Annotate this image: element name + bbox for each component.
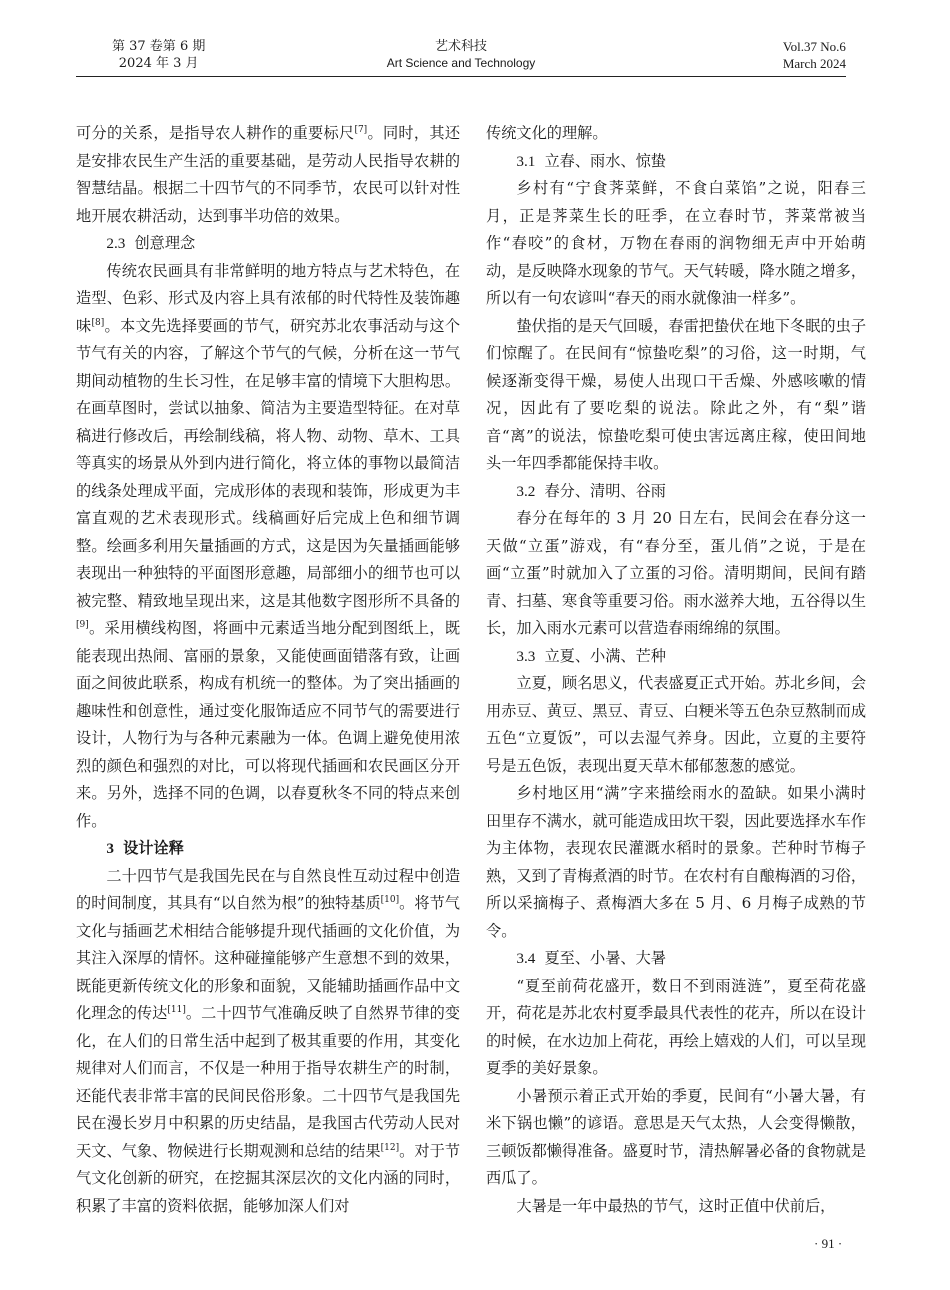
paragraph-text: 。对于节气文化创新的研究，在挖掘其深层次的文化内涵的同时，积累了丰富的资料依据，能够加深人们对 — [76, 1141, 461, 1215]
header-journal-cn: 艺术科技 — [434, 39, 487, 54]
section-heading-3-3 — [486, 643, 866, 671]
section-heading-2-3 — [76, 230, 460, 258]
section-heading-3-4 — [486, 945, 866, 973]
section-title: 设计诠释 — [123, 839, 184, 857]
paragraph — [76, 258, 460, 836]
header-volume-cn: 第 37 卷第 6 期 — [112, 39, 206, 54]
paragraph: 乡村有“宁食荠菜鲜，不食白菜馅”之说，阳春三月，正是荠菜生长的旺季，在立春时节，荠菜常被当作“春咬”的食材，万物在春雨的润物细无声中开始萌动，是反映降水现象的节气。天气转暖，降水随之增多，所以有一句农谚叫“春天的雨水就像油一样多”。 — [486, 179, 866, 307]
paragraph-text: 可分的关系，是指导农人耕作的重要标尺 — [76, 124, 355, 142]
paragraph: 蛰伏指的是天气回暖，春雷把蛰伏在地下冬眠的虫子们惊醒了。在民间有“惊蛰吃梨”的习俗，这一时期，气候逐渐变得干燥，易使人出现口干舌燥、外感咳嗽的情况，因此有了要吃梨的说法。除此之外，有“梨”谐音“离”的说法，惊蛰吃梨可使虫害远离庄稼，使田间地头一年四季都能保持丰收。 — [486, 316, 866, 472]
citation: [7] — [354, 125, 368, 135]
section-title: 夏至、小暑、大暑 — [544, 949, 666, 967]
paragraph: 大暑是一年中最热的节气，这时正值中伏前后， — [516, 1196, 836, 1215]
header-journal-en: Art Science and Technology — [386, 56, 536, 70]
citation: [8] — [91, 317, 105, 328]
header-date-cn: 2024 年 3 月 — [118, 56, 199, 71]
section-title: 立春、雨水、惊蛰 — [544, 151, 666, 170]
paragraph-text: 。同时，其还是安排农民生产生活的重要基础，是劳动人民指导农耕的智慧结晶。根据二十四节气的不同季节，农民可以针对性地开展农耕活动，达到事半功倍的效果。 — [76, 124, 460, 225]
page-number: · 91 · — [814, 1236, 843, 1251]
header-journal — [76, 38, 846, 72]
paragraph: 乡村地区用“满”字来描绘雨水的盈缺。如果小满时田里存不满水，就可能造成田坎干裂，因此要选择水车作为主体物，表现农民灌溉水稻时的景象。芒种时节梅子熟，又到了青梅煮酒的时节。在农村有自酿梅酒的习俗，所以采摘梅子、煮梅酒大多在 5 月、6 月梅子成熟的节令。 — [486, 784, 866, 940]
section-number: 2.3 — [106, 235, 126, 252]
paragraph-text: 。采用横线构图，将画中元素适当地分配到图纸上，既能表现出热闹、富丽的景象，又能使画面错落有致，让画面之间彼此联系，构成有机统一的整体。为了突出插画的趣味性和创意性，通过变化服饰适应不同节气的需要进行设计，人物行为与各种元素融为一体。色调上避免使用浓烈的颜色和强烈的对比，可以将现代插画和农民画区分开来。另外，选择不同的色调，以春夏秋冬不同的特点来创作。 — [76, 619, 460, 830]
paragraph-text: 二十四节气是我国先民在与自然良性互动过程中创造的时间制度，其具有“以自然为根”的独特基质 — [76, 866, 460, 912]
section-number: 3.4 — [516, 950, 536, 967]
paragraph — [76, 120, 460, 230]
header-rule — [76, 76, 846, 77]
paragraph — [76, 863, 460, 1221]
section-number: 3.1 — [516, 152, 536, 170]
paragraph: 小暑预示着正式开始的季夏，民间有“小暑大暑，有米下锅也懒”的谚语。意思是天气太热，人会变得懒散，三顿饭都懒得准备。盛夏时节，清热解暑必备的食物就是西瓜了。 — [486, 1086, 866, 1187]
section-title: 创意理念 — [134, 234, 196, 252]
section-number: 3.3 — [516, 647, 536, 665]
citation: [12] — [380, 1142, 400, 1153]
header-volume-en: Vol.37 No.6 — [782, 39, 846, 54]
section-number: 3 — [106, 840, 114, 857]
citation: [9] — [76, 620, 89, 630]
paragraph-text: 。将节气文化与插画艺术相结合能够提升现代插画的文化价值，为其注入深厚的情怀。这种碰撞能够产生意想不到的效果，既能更新传统文化的形象和面貌，又能辅助插画作品中文化理念的传达 — [76, 894, 460, 1022]
section-heading-3-2 — [486, 478, 866, 506]
running-header — [76, 38, 846, 74]
citation: [11] — [167, 1005, 186, 1015]
header-date-en: March 2024 — [782, 56, 846, 71]
section-title: 春分、清明、谷雨 — [544, 481, 666, 500]
paragraph: 春分在每年的 3 月 20 日左右，民间会在春分这一天做“立蛋”游戏，有“春分至，蛋儿俏”之说，于是在画“立蛋”时就加入了立蛋的习俗。清明期间，民间有踏青、扫墓、寒食等重要习俗。雨水滋养大地，五谷得以生长，加入雨水元素可以营造春雨绵绵的氛围。 — [486, 509, 866, 637]
paragraph: “夏至前荷花盛开，数日不到雨涟涟”，夏至荷花盛开，荷花是苏北农村夏季最具代表性的花卉，所以在设计的时候，在水边加上荷花，再绘上嬉戏的人们，可以呈现夏季的美好景象。 — [486, 976, 866, 1077]
left-column — [76, 120, 460, 1220]
section-heading-3-1 — [486, 148, 866, 176]
paragraph-text: 传统农民画具有非常鲜明的地方特点与艺术特色，在造型、色彩、形式及内容上具有浓郁的时代特性及装饰趣味 — [76, 261, 460, 335]
paragraph-text: 。本文先选择要画的节气，研究苏北农事活动与这个节气有关的内容，了解这个节气的气候，分析在这一节气期间动植物的生长习性，在足够丰富的情境下大胆构思。在画草图时，尝试以抽象、简洁为主要造型特征。在对草稿进行修改后，再绘制线稿，将人物、动物、草木、工具等真实的场景从外到内进行简化，将立体的事物以最简洁的线条处理成平面，完成形体的表现和装饰，形成更为丰富直观的艺术表现形式。线稿画好后完成上色和细节调整。绘画多利用矢量插画的方式，这是因为矢量插画能够表现出一种独特的平面图形意趣，局部细小的细节也可以被完整、精致地呈现出来，这是其他数字图形所不具备的 — [76, 316, 460, 610]
header-issue-en — [783, 38, 846, 72]
citation: [10] — [380, 895, 400, 905]
paragraph-text: 。二十四节气准确反映了自然界节律的变化，在人们的日常生活中起到了极其重要的作用，其变化规律对人们而言，不仅是一种用于指导农耕生产的时制，还能代表非常丰富的民间民俗形象。二十四节气是我国先民在漫长岁月中积累的历史结晶，是我国古代劳动人民对天文、气象、物候进行长期观测和总结的结果 — [76, 1004, 461, 1160]
right-column — [486, 120, 866, 1220]
paragraph: 立夏，顾名思义，代表盛夏正式开始。苏北乡间，会用赤豆、黄豆、黑豆、青豆、白粳米等五色杂豆熬制而成五色“立夏饭”，可以去湿气养身。因此，立夏的主要符号是五色饭，表现出夏天草木郁郁葱葱的感觉。 — [486, 674, 866, 775]
section-heading-3 — [76, 835, 460, 863]
section-number: 3.2 — [516, 482, 536, 500]
paragraph: 传统文化的理解。 — [486, 124, 608, 142]
section-title: 立夏、小满、芒种 — [544, 646, 666, 665]
